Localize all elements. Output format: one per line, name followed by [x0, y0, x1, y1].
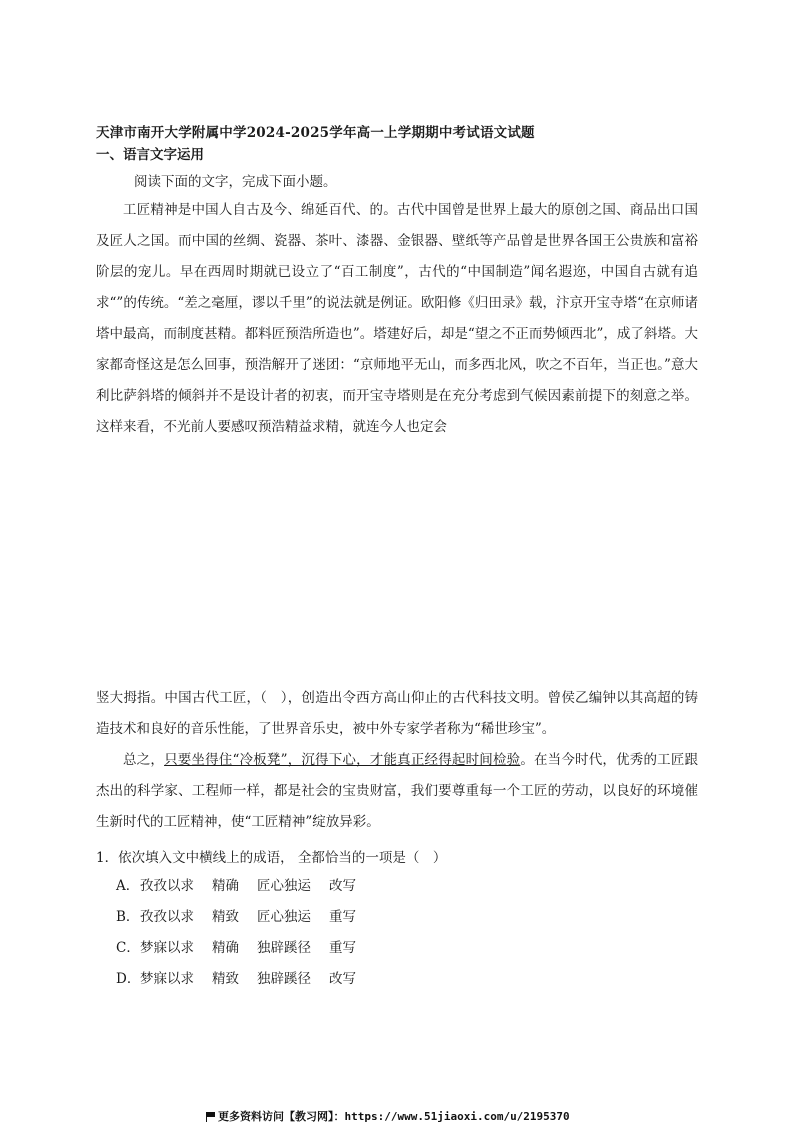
answer-options	[116, 874, 374, 998]
passage-paragraph-3	[96, 745, 698, 838]
flag-icon	[206, 1112, 215, 1121]
question-stem: 1．依次填入文中横线上的成语， 全都恰当的一项是（ ）	[96, 850, 447, 866]
paragraph-3-lead: 总之，	[123, 752, 165, 768]
option-word: 匠心独运	[257, 909, 311, 925]
option-a[interactable]	[116, 874, 374, 905]
option-word: 改写	[329, 878, 356, 894]
option-word: 精致	[212, 909, 239, 925]
exam-title: 天津市南开大学附属中学2024-2025学年高一上学期期中考试语文试题	[96, 125, 535, 141]
option-word: 改写	[329, 971, 356, 987]
option-word: 精致	[212, 971, 239, 987]
option-word: 重写	[329, 909, 356, 925]
option-word: 梦寐以求	[140, 971, 194, 987]
footer-text: 更多资料访问【教习网】：https://www.51jiaoxi.com/u/2195370	[218, 1110, 570, 1123]
option-word: 孜孜以求	[140, 909, 194, 925]
underlined-sentence: 只要坐得住“冷板凳”，沉得下心，才能真正经得起时间检验	[164, 752, 521, 768]
option-word: 匠心独运	[257, 878, 311, 894]
option-d[interactable]	[116, 967, 374, 998]
option-letter: A．	[116, 878, 140, 894]
option-word: 孜孜以求	[140, 878, 194, 894]
option-c[interactable]	[116, 936, 374, 967]
paragraph-3-rest: 。在当今时代，优秀的工匠跟杰出的科学家、工程师一样，都是社会的宝贵财富，我们要尊重每一个工匠的劳动，以良好的环境催生新时代的工匠精神，使“工匠精神”绽放异彩。	[96, 752, 699, 830]
option-word: 独辟蹊径	[257, 971, 311, 987]
option-b[interactable]	[116, 905, 374, 936]
option-word: 独辟蹊径	[257, 940, 311, 956]
option-letter: B．	[116, 909, 140, 925]
passage-paragraph-2: 竖大拇指。中国古代工匠，（ ），创造出令西方高山仰止的古代科技文明。曾侯乙编钟以其高超的铸造技术和良好的音乐性能，了世界音乐史，被中外专家学者称为“稀世珍宝”。	[96, 690, 698, 737]
option-letter: C．	[116, 940, 140, 956]
option-word: 精确	[212, 940, 239, 956]
passage-paragraph-1: 工匠精神是中国人自古及今、绵延百代、的。古代中国曾是世界上最大的原创之国、商品出口国及匠人之国。而中国的丝绸、瓷器、茶叶、漆器、金银器、壁纸等产品曾是世界各国王公贵族和富裕阶层的宠儿。早在西周时期就已设立了“百工制度”，古代的“中国制造”闻名遐迩，中国自古就有追求“”的传统。“差之毫厘，谬以千里”的说法就是例证。欧阳修《归田录》载，汴京开宝寺塔“在京师诸塔中最高，而制度甚精。都料匠预浩所造也”。塔建好后，却是“望之不正而势倾西北”，成了斜塔。大家都奇怪这是怎么回事，预浩解开了迷团：“京师地平无山，而多西北风，吹之不百年，当正也。”意大利比萨斜塔的倾斜并不是设计者的初衷，而开宝寺塔则是在充分考虑到气候因素前提下的刻意之举。这样来看，不光前人要感叹预浩精益求精，就连今人也定会	[96, 202, 698, 435]
option-word: 精确	[212, 878, 239, 894]
option-letter: D．	[116, 971, 141, 987]
reading-instruction: 阅读下面的文字，完成下面小题。	[134, 174, 337, 190]
option-word: 重写	[329, 940, 356, 956]
footer-link[interactable]	[206, 1108, 570, 1124]
section-heading: 一、语言文字运用	[96, 147, 204, 163]
option-word: 梦寐以求	[140, 940, 194, 956]
